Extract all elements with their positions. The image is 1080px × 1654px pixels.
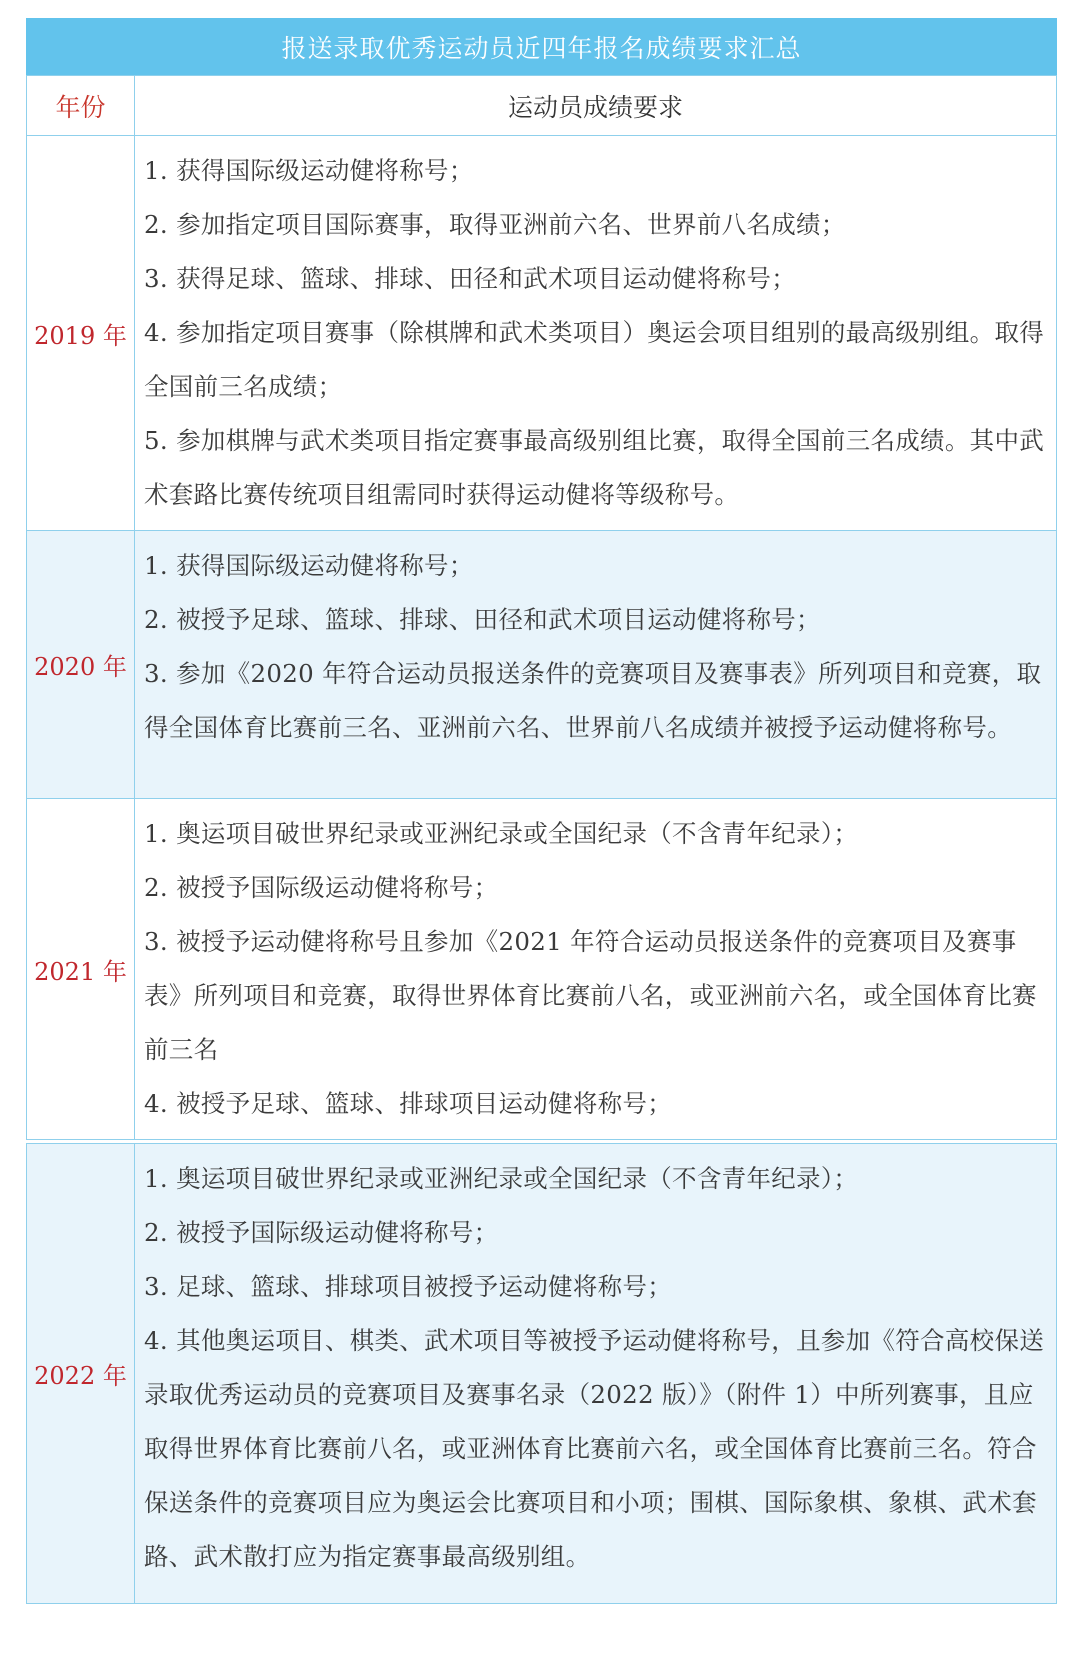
requirements-cell (135, 799, 1057, 1140)
requirement-item: 2. 被授予国际级运动健将称号； (144, 1218, 499, 1247)
requirement-item: 4. 参加指定项目赛事（除棋牌和武术类项目）奥运会项目组别的最高级别组。取得全国前三名成绩； (144, 318, 1045, 401)
requirement-item: 3. 足球、篮球、排球项目被授予运动健将称号； (144, 1272, 673, 1301)
table-title: 报送录取优秀运动员近四年报名成绩要求汇总 (26, 18, 1057, 75)
requirement-item: 2. 被授予足球、篮球、排球、田径和武术项目运动健将称号； (144, 605, 821, 634)
requirement-item: 4. 被授予足球、篮球、排球项目运动健将称号； (144, 1089, 673, 1118)
requirement-item: 1. 奥运项目破世界纪录或亚洲纪录或全国纪录（不含青年纪录）； (144, 819, 859, 848)
requirement-item: 2. 参加指定项目国际赛事，取得亚洲前六名、世界前八名成绩； (144, 210, 846, 239)
requirement-item: 1. 获得国际级运动健将称号； (144, 551, 474, 580)
year-cell: 2021 年 (27, 799, 135, 1140)
requirement-item: 2. 被授予国际级运动健将称号； (144, 873, 499, 902)
requirements-cell (135, 136, 1057, 531)
table-row (27, 531, 1057, 799)
requirement-item: 1. 获得国际级运动健将称号； (144, 156, 474, 185)
requirements-table-frame (26, 18, 1057, 1604)
requirement-item: 1. 奥运项目破世界纪录或亚洲纪录或全国纪录（不含青年纪录）； (144, 1164, 859, 1193)
requirement-item: 4. 其他奥运项目、棋类、武术项目等被授予运动健将称号，且参加《符合高校保送录取优秀运动员的竞赛项目及赛事名录（2022 版）》（附件 1）中所列赛事，且应取得世界体育比赛前八名，或亚洲体育比赛前六名，或全国体育比赛前三名。符合保送条件的竞赛项目应为奥运会比赛项目和小项；围棋、国际象棋、象棋、武术套路、武术散打应为指定赛事最高级别组。 (144, 1326, 1045, 1571)
requirements-table (26, 75, 1057, 1604)
requirement-item: 3. 获得足球、篮球、排球、田径和武术项目运动健将称号； (144, 264, 797, 293)
requirements-cell (135, 1144, 1057, 1604)
requirement-item: 3. 参加《2020 年符合运动员报送条件的竞赛项目及赛事表》所列项目和竞赛，取得全国体育比赛前三名、亚洲前六名、世界前八名成绩并被授予运动健将称号。 (144, 659, 1042, 742)
table-row (27, 1144, 1057, 1604)
year-cell: 2019 年 (27, 136, 135, 531)
requirement-item: 5. 参加棋牌与武术类项目指定赛事最高级别组比赛，取得全国前三名成绩。其中武术套路比赛传统项目组需同时获得运动健将等级称号。 (144, 426, 1045, 509)
requirements-cell (135, 531, 1057, 799)
table-row (27, 136, 1057, 531)
requirements-column-header: 运动员成绩要求 (135, 76, 1057, 136)
year-cell: 2022 年 (27, 1144, 135, 1604)
requirement-item: 3. 被授予运动健将称号且参加《2021 年符合运动员报送条件的竞赛项目及赛事表》所列项目和竞赛，取得世界体育比赛前八名，或亚洲前六名，或全国体育比赛前三名 (144, 927, 1037, 1064)
header-row (27, 76, 1057, 136)
year-cell: 2020 年 (27, 531, 135, 799)
year-column-header: 年份 (27, 76, 135, 136)
table-row (27, 799, 1057, 1140)
